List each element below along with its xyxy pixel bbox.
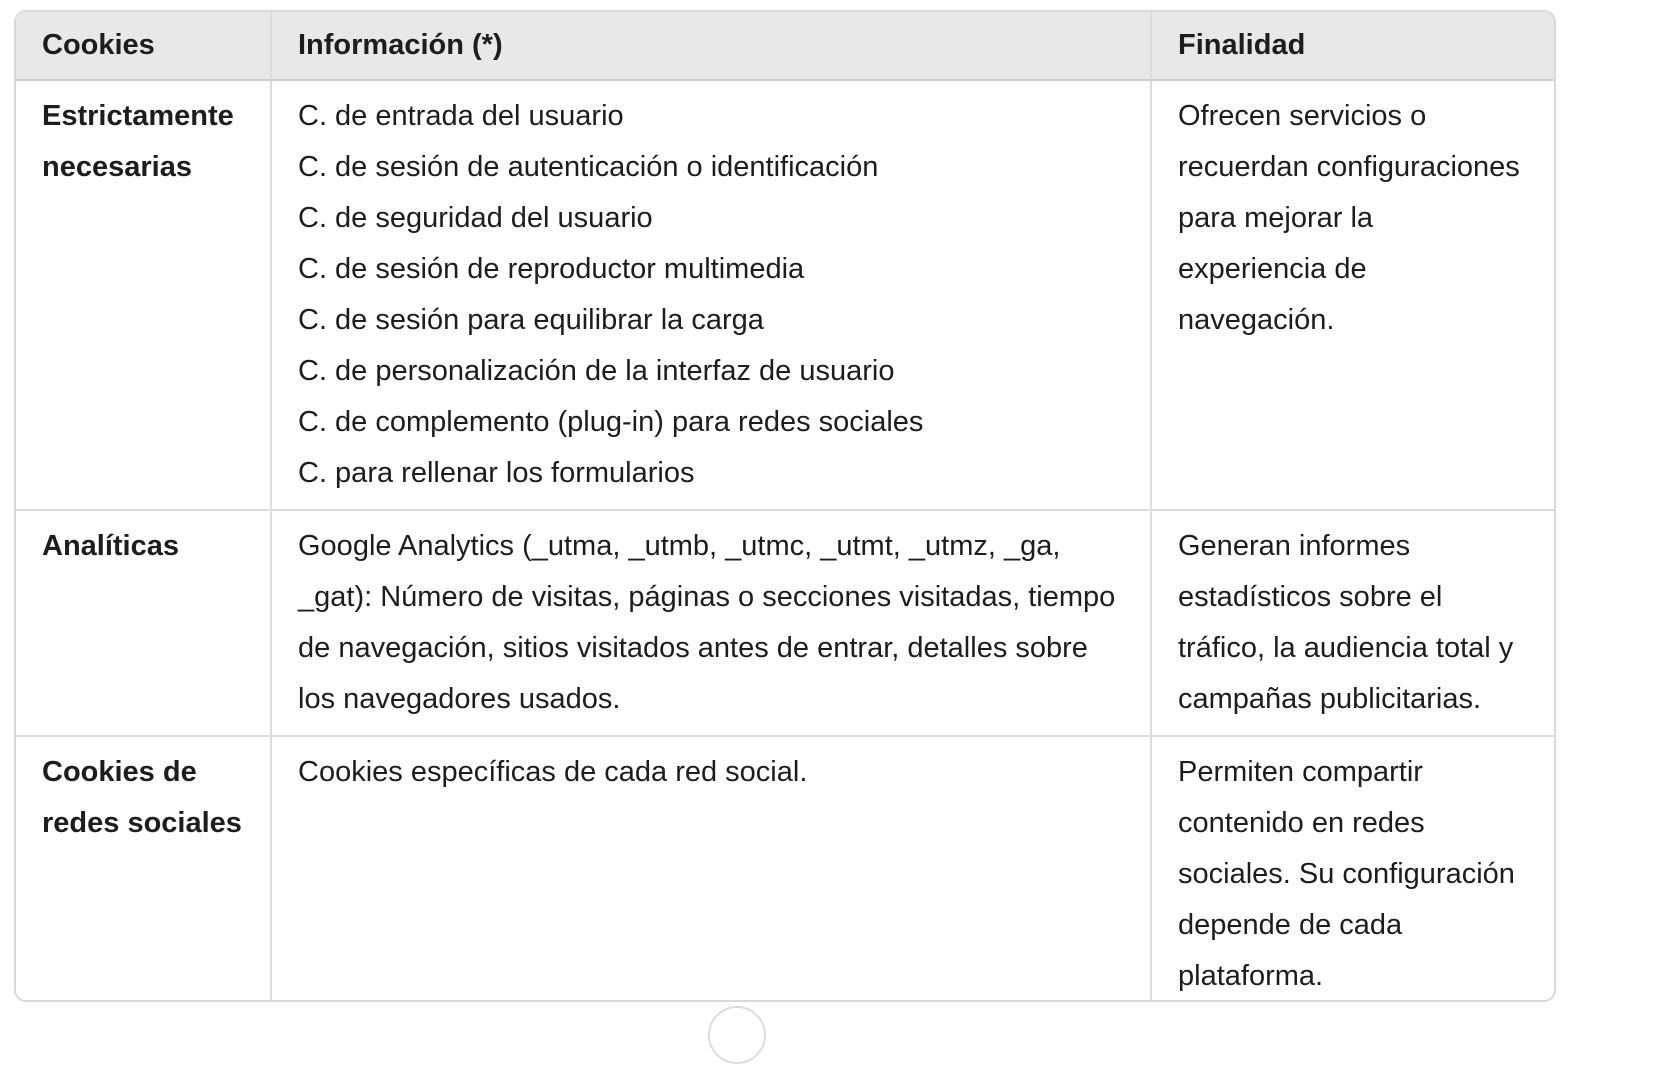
row-purpose: Permiten compartir contenido en redes sociales. Su configuración depende de cada plataforma. (1151, 736, 1554, 1002)
table-row (16, 80, 1554, 510)
table-row (16, 510, 1554, 736)
header-finalidad: Finalidad (1151, 12, 1554, 80)
row-category: Estrictamente necesarias (42, 100, 234, 183)
header-cookies: Cookies (16, 12, 271, 80)
info-line: C. de seguridad del usuario (298, 202, 653, 234)
info-line: C. de complemento (plug-in) para redes sociales (298, 406, 924, 438)
info-line: C. para rellenar los formularios (298, 457, 695, 489)
info-line: C. de sesión de reproductor multimedia (298, 253, 805, 285)
header-informacion: Información (*) (271, 12, 1151, 80)
info-line: C. de personalización de la interfaz de usuario (298, 355, 895, 387)
cookies-table (16, 12, 1554, 1002)
row-info (271, 80, 1151, 510)
row-purpose: Ofrecen servicios o recuerdan configuraciones para mejorar la experiencia de navegación. (1151, 80, 1554, 510)
scroll-down-button[interactable] (708, 1006, 766, 1064)
row-info: Google Analytics (_utma, _utmb, _utmc, _utmt, _utmz, _ga, _gat): Número de visitas, páginas o secciones visitadas, tiempo de navegación, sitios visitados antes de entrar, detalles sobre los navegadores usados. (271, 510, 1151, 736)
table-row (16, 736, 1554, 1002)
row-category: Analíticas (16, 510, 271, 736)
info-line: C. de sesión para equilibrar la carga (298, 304, 764, 336)
row-info: Cookies específicas de cada red social. (271, 736, 1151, 1002)
row-purpose: Generan informes estadísticos sobre el tráfico, la audiencia total y campañas publicitarias. (1151, 510, 1554, 736)
info-line: C. de entrada del usuario (298, 100, 624, 132)
info-line: C. de sesión de autenticación o identificación (298, 151, 879, 183)
row-category: Cookies de redes sociales (16, 736, 271, 1002)
cookies-table-container (14, 10, 1556, 1002)
table-header-row (16, 12, 1554, 80)
